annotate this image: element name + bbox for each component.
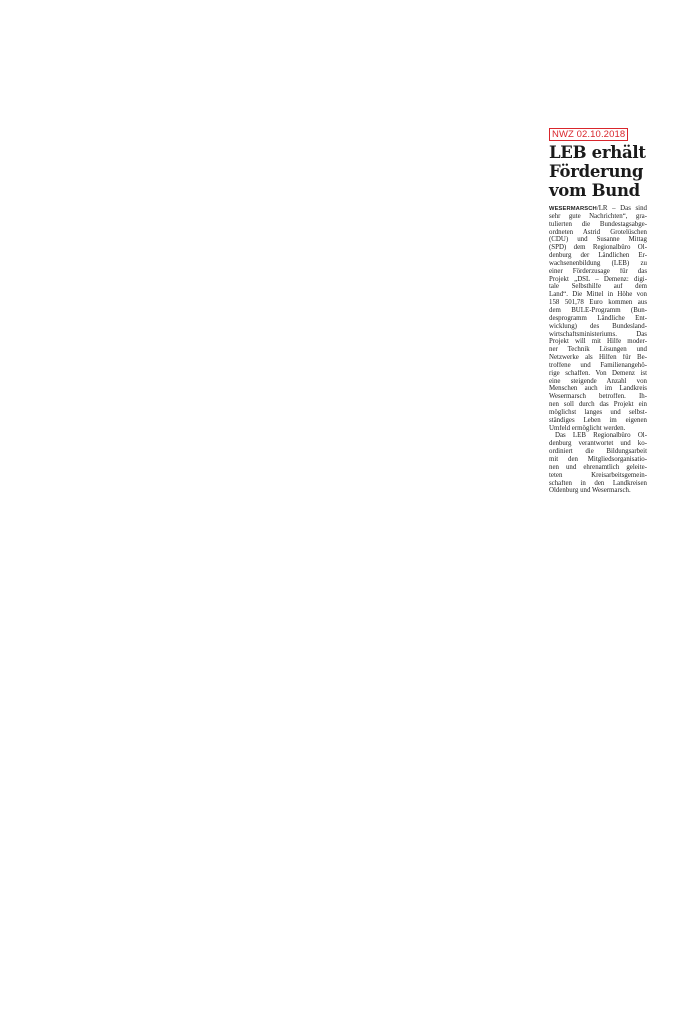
body-line-text: desprogramm Ländliche Ent- — [549, 314, 647, 322]
body-line-text: troffene und Familienangehö- — [549, 361, 647, 369]
body-line-text: /LR – Das sind — [596, 205, 647, 212]
body-line — [549, 432, 647, 440]
body-line — [549, 401, 647, 409]
body-line — [549, 448, 647, 456]
body-line — [549, 299, 647, 307]
body-line — [549, 456, 647, 464]
headline-line: Förderung — [549, 162, 644, 181]
body-line — [549, 283, 647, 291]
article-body — [549, 205, 647, 495]
body-line-text: mit den Mitgliedsorganisatio- — [549, 456, 647, 463]
body-line-text: Wesermarsch betroffen. Ih- — [549, 393, 647, 401]
body-line-text: Das LEB Regionalbüro Ol- — [555, 432, 647, 440]
body-line-text: denburg verantwortet und ko- — [549, 440, 647, 448]
body-line-text: wachsenenbildung (LEB) zu — [549, 259, 647, 267]
body-line — [549, 315, 647, 323]
body-line — [549, 213, 647, 221]
article — [549, 124, 647, 495]
headline-line: vom Bund — [549, 181, 640, 200]
body-line-text: ner Technik Lösungen und — [549, 346, 647, 354]
body-line-text: einer Förderzusage für das — [549, 267, 647, 275]
body-line — [549, 331, 647, 339]
body-line-text: Umfeld ermöglicht werden. — [549, 424, 626, 432]
body-line — [549, 393, 647, 401]
body-line — [549, 205, 647, 213]
body-line-text: möglichst langes und selbst- — [549, 408, 647, 416]
body-line — [549, 417, 647, 425]
body-line-text: Projekt will mit Hilfe moder- — [549, 338, 647, 346]
body-line — [549, 480, 647, 488]
body-line — [549, 338, 647, 346]
body-line-text: tulierten die Bundestagsabge- — [549, 220, 647, 228]
body-line-text: sehr gute Nachrichten“, gra- — [549, 212, 647, 220]
body-line-text: (SPD) dem Regionalbüro Ol- — [549, 244, 647, 252]
body-line-text: wirtschaftsministeriums. Das — [549, 330, 647, 338]
body-line — [549, 370, 647, 378]
body-line-text: Netzwerke als Hilfen für Be- — [549, 354, 647, 362]
body-line-text: (CDU) und Susanne Mittag — [549, 236, 647, 244]
body-line-text: rige schaffen. Von Demenz ist — [549, 369, 647, 377]
body-line-text: ordiniert die Bildungsarbeit — [549, 448, 647, 456]
body-line — [549, 260, 647, 268]
body-line — [549, 291, 647, 299]
body-line — [549, 362, 647, 370]
body-line-text: dem BULE-Programm (Bun- — [549, 306, 647, 314]
headline — [549, 143, 647, 200]
dateline: WESERMARSCH — [549, 206, 597, 212]
body-line-text: eine steigende Anzahl von — [549, 377, 647, 385]
body-line-text: Menschen auch im Landkreis — [549, 385, 647, 393]
body-line — [549, 346, 647, 354]
body-line — [549, 378, 647, 386]
body-line — [549, 252, 647, 260]
body-line — [549, 307, 647, 315]
body-line — [549, 236, 647, 244]
body-line — [549, 472, 647, 480]
body-line — [549, 229, 647, 237]
body-line-text: schaften in den Landkreisen — [549, 479, 647, 487]
body-line — [549, 409, 647, 417]
body-line — [549, 425, 647, 433]
body-line-text: nen und ehrenamtlich geleite- — [549, 463, 647, 471]
source-date-stamp: NWZ 02.10.2018 — [549, 128, 628, 141]
body-line-text: wicklung) des Bundesland- — [549, 322, 647, 330]
body-line-text: Land“. Die Mittel in Höhe von — [549, 291, 647, 299]
body-line — [549, 268, 647, 276]
body-line — [549, 244, 647, 252]
body-line — [549, 354, 647, 362]
body-line — [549, 464, 647, 472]
body-line-text: nen soll durch das Projekt ein — [549, 401, 647, 409]
headline-line: LEB erhält — [549, 143, 646, 162]
body-line — [549, 385, 647, 393]
body-line-text: tale Selbsthilfe auf dem — [549, 283, 647, 291]
body-line — [549, 440, 647, 448]
body-line — [549, 276, 647, 284]
body-line — [549, 221, 647, 229]
body-line-text: teten Kreisarbeitsgemein- — [549, 471, 647, 479]
body-line-text: 158 501,78 Euro kommen aus — [549, 299, 647, 307]
body-line-text: Oldenburg und Wesermarsch. — [549, 487, 631, 495]
body-line-text: denburg der Ländlichen Er- — [549, 252, 647, 260]
body-line-text: ordneten Astrid Grotelüschen — [549, 228, 647, 236]
body-line-text: Projekt „DSL – Demenz: digi- — [549, 275, 647, 283]
body-line — [549, 323, 647, 331]
body-line — [549, 487, 647, 495]
body-line-text: ständiges Leben im eigenen — [549, 416, 647, 424]
